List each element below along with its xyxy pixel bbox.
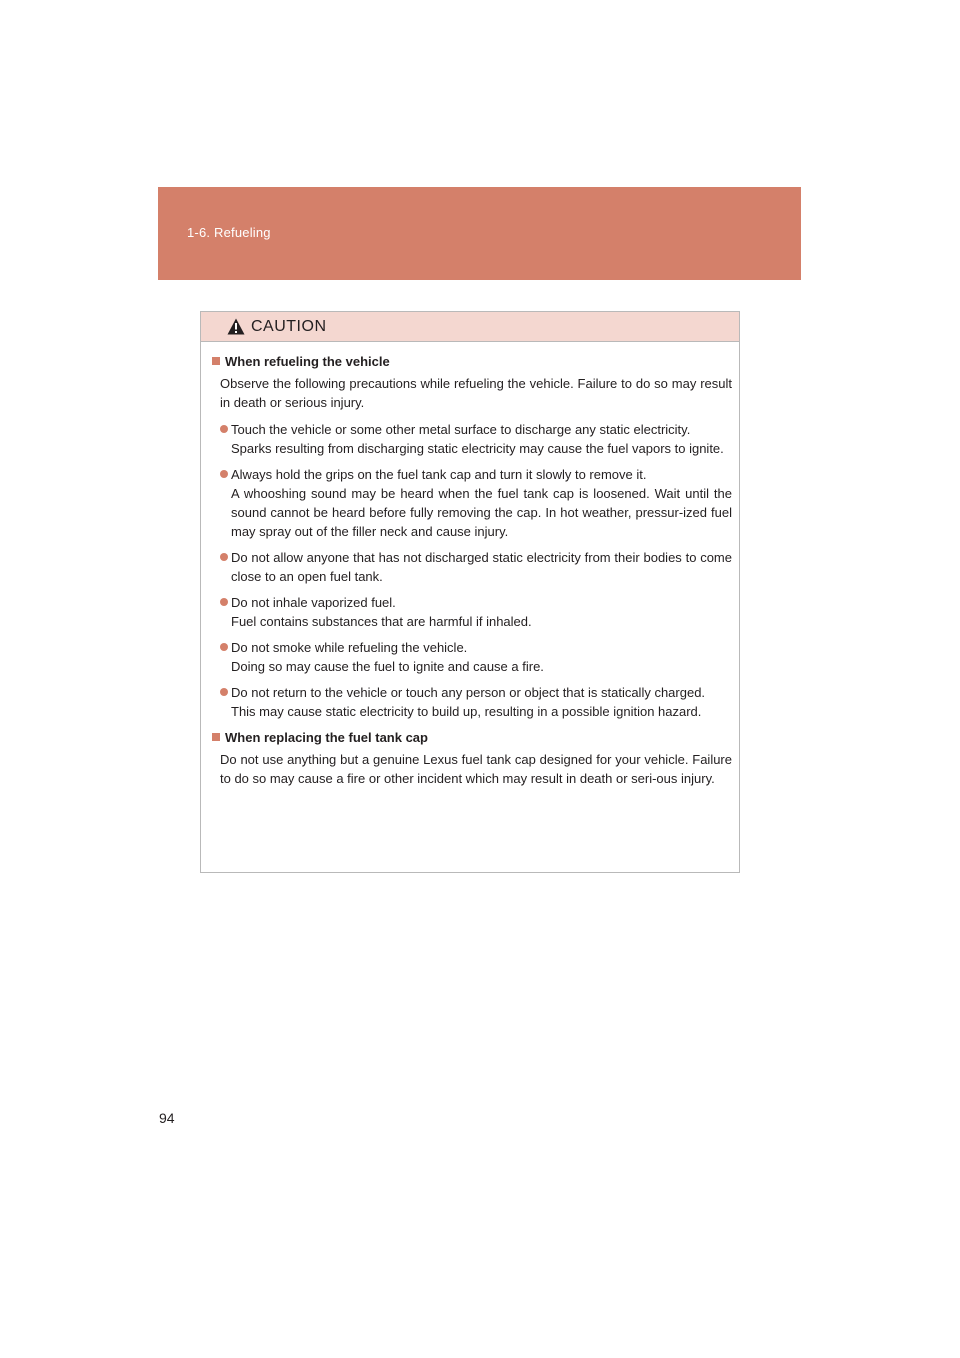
section-heading-text: When refueling the vehicle [225, 354, 390, 369]
circle-bullet-icon [220, 425, 228, 433]
bullet-main: Do not smoke while refueling the vehicle. [231, 640, 468, 655]
circle-bullet-icon [220, 598, 228, 606]
list-item [212, 465, 732, 541]
bullet-main: Do not return to the vehicle or touch any person or object that is statically charged. [231, 685, 706, 700]
list-item [212, 420, 732, 458]
bullet-detail: This may cause static electricity to build up, resulting in a possible ignition hazard. [231, 704, 702, 719]
list-item [212, 638, 732, 676]
bullet-detail: A whooshing sound may be heard when the fuel tank cap is loosened. Wait until the sound cannot be heard before fully removing the cap. In hot weather, pressur-ized fuel may spray out of the filler neck and cause injury. [231, 486, 732, 539]
warning-triangle-icon [227, 318, 245, 335]
square-bullet-icon [212, 357, 220, 365]
section-heading-text: When replacing the fuel tank cap [225, 730, 428, 745]
bullet-main: Do not allow anyone that has not discharged static electricity from their bodies to come close to an open fuel tank. [231, 550, 732, 584]
circle-bullet-icon [220, 643, 228, 651]
bullet-main: Always hold the grips on the fuel tank cap and turn it slowly to remove it. [231, 467, 647, 482]
circle-bullet-icon [220, 688, 228, 696]
section-heading [212, 352, 732, 371]
section-label: 1-6. Refueling [187, 225, 271, 240]
circle-bullet-icon [220, 470, 228, 478]
square-bullet-icon [212, 733, 220, 741]
list-item [212, 593, 732, 631]
bullet-main: Touch the vehicle or some other metal surface to discharge any static electricity. [231, 422, 691, 437]
bullet-detail: Doing so may cause the fuel to ignite and cause a fire. [231, 659, 544, 674]
bullet-detail: Sparks resulting from discharging static electricity may cause the fuel vapors to ignite. [231, 441, 724, 456]
bullet-detail: Fuel contains substances that are harmful if inhaled. [231, 614, 532, 629]
bullet-main: Do not inhale vaporized fuel. [231, 595, 396, 610]
section-heading [212, 728, 732, 747]
caution-header [201, 312, 739, 342]
list-item [212, 683, 732, 721]
header-band [158, 187, 801, 280]
section-intro: Observe the following precautions while refueling the vehicle. Failure to do so may result in death or serious injury. [220, 376, 732, 410]
circle-bullet-icon [220, 553, 228, 561]
section-intro: Do not use anything but a genuine Lexus fuel tank cap designed for your vehicle. Failure to do so may cause a fire or other incident which may result in death or seri-ous injury. [220, 752, 732, 786]
caution-box [200, 311, 740, 873]
page-number: 94 [159, 1110, 175, 1126]
caution-body [201, 342, 739, 788]
list-item [212, 548, 732, 586]
caution-title: CAUTION [251, 317, 327, 335]
